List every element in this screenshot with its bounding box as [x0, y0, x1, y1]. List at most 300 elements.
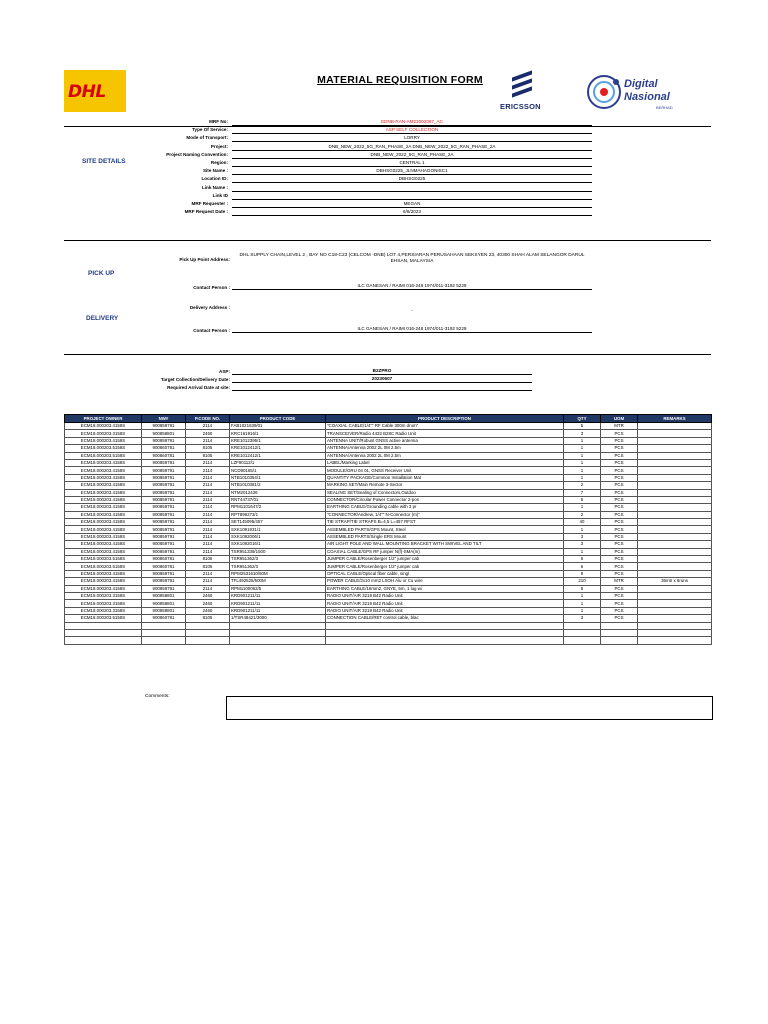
site-field-value: DBHSG0225: [232, 175, 592, 183]
table-cell: 3: [564, 615, 601, 622]
table-cell: ECM18.000203.4158S: [65, 489, 142, 496]
table-row: [65, 548, 712, 555]
table-cell: "COAXIAL CABLE/1/4"" RF Cable 300m drum": [326, 423, 564, 430]
table-cell: ECM18.000203.3158S: [65, 600, 142, 607]
table-cell: COAXIAL CABLE/GPS RF jumper N(f)-SMA(m): [326, 548, 564, 555]
table-cell: PCS: [601, 437, 638, 444]
table-cell: SXK1092006/1: [230, 533, 326, 540]
table-cell: ASSEMBLED PARTS/Single ERS Mount: [326, 533, 564, 540]
table-cell: 1: [564, 526, 601, 533]
table-cell: PCS: [601, 592, 638, 599]
table-cell: 40: [564, 519, 601, 526]
table-cell: [638, 592, 712, 599]
table-cell: PCS: [601, 504, 638, 511]
table-cell: ECM18.000203.3158S: [65, 607, 142, 614]
table-cell: 900859791: [142, 437, 186, 444]
table-cell: AIR LIGHT POLE AND WALL MOUNTING BRACKET WITH SWIVEL AND TILT: [326, 541, 564, 548]
table-cell: PCS: [601, 585, 638, 592]
table-cell: 9: [564, 570, 601, 577]
items-table: [64, 414, 712, 645]
table-cell: 2: [564, 511, 601, 518]
table-row: [65, 496, 712, 503]
table-cell: ECM18.000203.5158S: [65, 563, 142, 570]
table-cell: PCS: [601, 445, 638, 452]
table-row: [65, 533, 712, 540]
table-cell: 6: [564, 563, 601, 570]
table-cell: CONNECTION CABLE/RET control cable, blac: [326, 615, 564, 622]
table-cell: PCS: [601, 511, 638, 518]
site-field-label: Project Naming Convention:: [166, 151, 228, 157]
table-cell: PCS: [601, 556, 638, 563]
table-cell: 2114: [186, 585, 230, 592]
table-cell: [638, 622, 712, 629]
table-cell: ANTENNA/Antenna 2002 2L 0M 2.5m: [326, 452, 564, 459]
table-cell: 2114: [186, 504, 230, 511]
site-field-label: MRF Request Date :: [184, 209, 228, 215]
table-cell: PCS: [601, 430, 638, 437]
table-cell: JUMPER CABLE/Rosenberger 1/2" jumper cab: [326, 563, 564, 570]
table-cell: KRE1012412/1: [230, 445, 326, 452]
table-cell: PCS: [601, 541, 638, 548]
table-row: [65, 607, 712, 614]
site-field-label: Region:: [210, 160, 228, 165]
table-cell: MTR: [601, 423, 638, 430]
table-cell: 5: [564, 423, 601, 430]
table-cell: 2114: [186, 474, 230, 481]
column-header: PRODUCT CODE: [230, 415, 326, 423]
table-cell: 900859791: [142, 570, 186, 577]
table-cell: ECM18.000203.4158S: [65, 467, 142, 474]
table-cell: 2114: [186, 541, 230, 548]
site-field-label: Location ID:: [201, 176, 228, 182]
table-cell: ECM18.000203.5158S: [65, 452, 142, 459]
ericsson-logo-text: ERICSSON: [500, 102, 541, 111]
pickup-contact: ILC GANESAN / RAIMI 016-248 1974/011-3192 5229: [232, 282, 592, 290]
site-field-value: CENTRAL 1: [232, 159, 592, 167]
column-header: UOM: [601, 415, 638, 423]
table-cell: ECM18.000203.3158S: [65, 430, 142, 437]
table-cell: OPTICAL CABLE/Optical fiber cable, singl: [326, 570, 564, 577]
table-row: [65, 519, 712, 526]
table-cell: 900859791: [142, 423, 186, 430]
table-cell: [326, 622, 564, 629]
table-row: [65, 578, 712, 585]
table-cell: ECM18.000203.4158S: [65, 474, 142, 481]
table-row: [65, 445, 712, 452]
table-cell: ECM18.000203.4158S: [65, 496, 142, 503]
table-cell: [638, 570, 712, 577]
table-cell: SXK1092016/1: [230, 541, 326, 548]
table-cell: ASSEMBLED PARTS/GPS Mount, Steel: [326, 526, 564, 533]
table-cell: 8105: [186, 556, 230, 563]
site-field-value: DNB_NEW_2022_5G_RAN_PHASE_2A: [232, 151, 592, 159]
table-cell: RPM1100062/5: [230, 585, 326, 592]
pickup-contact-label: Contact Person :: [193, 285, 230, 290]
table-cell: 3: [564, 533, 601, 540]
table-cell: 2114: [186, 437, 230, 444]
table-cell: 900860781: [142, 452, 186, 459]
site-field-label: Link Name :: [201, 184, 228, 190]
delivery-address-label: Delivery Address :: [189, 305, 230, 310]
site-field-value: 6/6/2023: [232, 208, 592, 216]
site-field-label: Link ID: [212, 192, 228, 198]
site-field-value: MEGAN: [232, 200, 592, 208]
table-cell: 1: [564, 445, 601, 452]
comments-label: Comments:: [145, 694, 170, 699]
table-cell: 1: [564, 548, 601, 555]
table-cell: 3: [564, 430, 601, 437]
table-cell: 1/TSR48421/3000: [230, 615, 326, 622]
table-cell: KRD901211/11: [230, 600, 326, 607]
table-cell: [638, 556, 712, 563]
table-cell: 900859791: [142, 511, 186, 518]
table-cell: 2460: [186, 600, 230, 607]
site-field-label: Project:: [210, 143, 228, 149]
column-header: NW#: [142, 415, 186, 423]
target-date-label: Target Collection/Delivery Date:: [160, 377, 230, 382]
table-cell: [564, 629, 601, 636]
delivery-contact-label: Contact Person :: [193, 328, 230, 333]
table-cell: 900860781: [142, 445, 186, 452]
table-cell: 6: [564, 496, 601, 503]
table-cell: [186, 622, 230, 629]
table-cell: 900858801: [142, 600, 186, 607]
table-cell: [638, 548, 712, 555]
table-cell: TSR951339/1500: [230, 548, 326, 555]
table-cell: TIE STRAP/TIE STRAPS B=4,5 L=457 RFST: [326, 519, 564, 526]
table-cell: 900859791: [142, 533, 186, 540]
dn-logo-line2: Nasional: [624, 91, 670, 103]
table-cell: [638, 452, 712, 459]
table-cell: [638, 430, 712, 437]
table-cell: [601, 622, 638, 629]
pickup-label: PICK UP: [88, 270, 115, 277]
table-cell: [638, 437, 712, 444]
column-header: QTY: [564, 415, 601, 423]
table-cell: RADIO UNIT/AIR 3219 B42 Radio Unit: [326, 607, 564, 614]
divider: [64, 240, 711, 241]
table-cell: 2114: [186, 533, 230, 540]
table-cell: [638, 541, 712, 548]
table-cell: PCS: [601, 519, 638, 526]
table-cell: ECM18.000203.4158S: [65, 548, 142, 555]
table-cell: QUANTITY PACKAGE/Common Installation Mat: [326, 474, 564, 481]
table-cell: 8105: [186, 615, 230, 622]
table-cell: RADIO UNIT/AIR 3219 B42 Radio Unit: [326, 592, 564, 599]
table-cell: 900858801: [142, 430, 186, 437]
table-cell: FAB1021639/01: [230, 423, 326, 430]
table-cell: NTB1010354/1: [230, 474, 326, 481]
table-cell: PCS: [601, 459, 638, 466]
target-date-value: 20230607: [232, 375, 532, 383]
table-cell: ECM18.000203.4158S: [65, 570, 142, 577]
column-header: REMARKS: [638, 415, 712, 423]
table-cell: ECM18.000203.4158S: [65, 459, 142, 466]
table-cell: [230, 637, 326, 644]
table-cell: MARKING SET/Main Remote 3-Sector: [326, 482, 564, 489]
comments-field[interactable]: [226, 696, 713, 720]
table-cell: PCS: [601, 615, 638, 622]
table-cell: PCS: [601, 474, 638, 481]
table-cell: [638, 629, 712, 636]
dn-logo-line1: Digital: [624, 78, 658, 90]
table-cell: RNT44737/01: [230, 496, 326, 503]
table-cell: [186, 629, 230, 636]
table-cell: NTB1010381/2: [230, 482, 326, 489]
dn-logo-line3: BERHAD: [656, 105, 673, 110]
table-cell: 1: [564, 592, 601, 599]
table-row: [65, 430, 712, 437]
site-field-label: Mode of Transport:: [186, 135, 228, 141]
table-cell: 1: [564, 452, 601, 459]
table-cell: [638, 445, 712, 452]
table-cell: 900858801: [142, 592, 186, 599]
table-cell: 1: [564, 504, 601, 511]
table-cell: 2460: [186, 592, 230, 599]
table-row: [65, 526, 712, 533]
table-cell: 1: [564, 467, 601, 474]
site-field-label: Type Of Service:: [192, 127, 228, 133]
table-cell: 2460: [186, 430, 230, 437]
table-cell: JUMPER CABLE/Rosenberger 1/2" jumper cab: [326, 556, 564, 563]
table-cell: PCS: [601, 548, 638, 555]
table-cell: KRC161916/1: [230, 430, 326, 437]
table-cell: [230, 629, 326, 636]
divider: [64, 354, 711, 355]
table-cell: ECM18.000203.4158S: [65, 437, 142, 444]
table-row: [65, 556, 712, 563]
table-cell: 900859791: [142, 578, 186, 585]
table-row: [65, 482, 712, 489]
table-cell: [638, 600, 712, 607]
table-cell: [326, 629, 564, 636]
table-cell: ANTENNA UNIT/Robust GNSS active antenna: [326, 437, 564, 444]
table-cell: 2114: [186, 519, 230, 526]
table-cell: [638, 526, 712, 533]
table-cell: "CONNECTOR/Andrew, 1/4"" N-Connector (m)": [326, 511, 564, 518]
pickup-address-label: Pick Up Point Address:: [179, 257, 230, 262]
site-field-value: DBHSG0225_JLNMAHAGONISC1: [232, 167, 592, 175]
table-cell: [564, 637, 601, 644]
table-cell: 6: [564, 585, 601, 592]
table-cell: ECM18.000203.4158S: [65, 482, 142, 489]
site-field-value: [232, 184, 592, 192]
table-cell: PCS: [601, 452, 638, 459]
site-field-value: EDNB-RAN-AM23002087_AC: [232, 118, 592, 126]
form-title: MATERIAL REQUISITION FORM: [317, 74, 483, 86]
table-cell: 210: [564, 578, 601, 585]
table-cell: [142, 637, 186, 644]
table-cell: [638, 459, 712, 466]
table-cell: SET145095/457: [230, 519, 326, 526]
table-cell: [638, 504, 712, 511]
table-cell: [65, 622, 142, 629]
table-cell: 900859791: [142, 459, 186, 466]
column-header: P.CODE NO.: [186, 415, 230, 423]
table-cell: 8105: [186, 445, 230, 452]
site-field-label: MRF No:: [209, 119, 228, 124]
table-cell: ECM18.000203.4158S: [65, 519, 142, 526]
table-cell: 8105: [186, 452, 230, 459]
column-header: PRODUCT DESCRIPTION: [326, 415, 564, 423]
table-cell: NCD90165/1: [230, 467, 326, 474]
table-cell: LABEL/Marking Label: [326, 459, 564, 466]
table-cell: [65, 637, 142, 644]
column-header: PROJECT OWNER: [65, 415, 142, 423]
table-cell: ECM18.000203.4158S: [65, 533, 142, 540]
asp-value: B2ZPRO: [232, 367, 532, 375]
table-cell: [638, 533, 712, 540]
table-cell: PCS: [601, 607, 638, 614]
table-cell: PCS: [601, 563, 638, 570]
asp-label: ASP:: [219, 369, 230, 374]
site-field-value: [232, 192, 592, 200]
table-cell: [638, 519, 712, 526]
arrival-date-label: Required Arrival Date at site:: [167, 385, 230, 390]
delivery-label: DELIVERY: [86, 315, 119, 322]
table-cell: 2460: [186, 607, 230, 614]
digital-nasional-logo: [586, 72, 716, 112]
table-cell: NTM2012426: [230, 489, 326, 496]
table-row: [65, 592, 712, 599]
table-cell: 900859791: [142, 504, 186, 511]
site-details-label: SITE DETAILS: [82, 158, 126, 165]
table-cell: [601, 629, 638, 636]
table-cell: PCS: [601, 467, 638, 474]
table-cell: KRE1012412/1: [230, 452, 326, 459]
table-cell: 900859791: [142, 519, 186, 526]
table-cell: ECM18.000203.4158S: [65, 504, 142, 511]
table-cell: 900860781: [142, 556, 186, 563]
table-cell: 2114: [186, 570, 230, 577]
table-cell: [638, 489, 712, 496]
table-cell: CONNECTOR/Circular Power Connector 2-pos: [326, 496, 564, 503]
table-cell: KRD901211/11: [230, 592, 326, 599]
table-cell: PCS: [601, 570, 638, 577]
ericsson-logo: [500, 68, 540, 118]
table-cell: ECM18.000203.5158S: [65, 445, 142, 452]
site-field-label: Site Name :: [202, 168, 228, 174]
table-row: [65, 541, 712, 548]
table-row: [65, 511, 712, 518]
arrival-date-value: [232, 383, 532, 391]
table-cell: 900859791: [142, 467, 186, 474]
table-row: [65, 504, 712, 511]
table-cell: 900859791: [142, 548, 186, 555]
table-cell: ECM18.000203.4158S: [65, 541, 142, 548]
table-cell: 1: [564, 600, 601, 607]
dhl-logo: [64, 70, 126, 112]
table-cell: 1: [564, 474, 601, 481]
table-cell: [142, 622, 186, 629]
table-cell: 1: [564, 459, 601, 466]
table-cell: TFL492525/500M: [230, 578, 326, 585]
table-cell: RPM2531610/50M: [230, 570, 326, 577]
table-cell: ECM18.000203.5158S: [65, 615, 142, 622]
table-cell: [638, 563, 712, 570]
table-cell: 900858801: [142, 607, 186, 614]
table-cell: KRE1012395/1: [230, 437, 326, 444]
table-cell: [638, 482, 712, 489]
table-cell: 1: [564, 607, 601, 614]
table-cell: ECM18.000203.4158S: [65, 526, 142, 533]
table-cell: TRANSCEIVER/Radio 4432 B28C Radio Unit: [326, 430, 564, 437]
table-cell: 2114: [186, 496, 230, 503]
table-cell: 900860781: [142, 615, 186, 622]
table-cell: LZF90112/1: [230, 459, 326, 466]
table-cell: TSR951362/3: [230, 563, 326, 570]
table-cell: 2114: [186, 526, 230, 533]
table-row: [65, 637, 712, 644]
table-cell: 2114: [186, 489, 230, 496]
table-cell: 2114: [186, 423, 230, 430]
table-cell: 2114: [186, 482, 230, 489]
table-cell: 900859791: [142, 526, 186, 533]
table-cell: 6: [564, 556, 601, 563]
table-cell: PCS: [601, 496, 638, 503]
table-cell: ECM18.000203.4158S: [65, 578, 142, 585]
table-cell: [142, 629, 186, 636]
table-cell: [638, 637, 712, 644]
table-cell: 2114: [186, 511, 230, 518]
table-cell: 1: [564, 437, 601, 444]
table-cell: [638, 467, 712, 474]
table-cell: [65, 629, 142, 636]
dhl-logo-text: DHL: [68, 82, 106, 102]
table-cell: [638, 496, 712, 503]
table-cell: RPT899273/1: [230, 511, 326, 518]
table-cell: PCS: [601, 489, 638, 496]
table-cell: RADIO UNIT/AIR 3219 B42 Radio Unit: [326, 600, 564, 607]
table-row: [65, 467, 712, 474]
digital-nasional-mark-icon: [586, 74, 622, 110]
table-cell: [638, 585, 712, 592]
table-cell: [638, 511, 712, 518]
table-cell: ECM18.000203.4158S: [65, 511, 142, 518]
table-cell: ECM18.000203.5158S: [65, 556, 142, 563]
table-cell: 900859791: [142, 541, 186, 548]
table-row: [65, 489, 712, 496]
table-cell: 900859791: [142, 474, 186, 481]
table-cell: 2114: [186, 467, 230, 474]
table-cell: MODULE/GRU 04 01, GNSS Receiver Unit: [326, 467, 564, 474]
table-row: [65, 600, 712, 607]
table-cell: 900859791: [142, 482, 186, 489]
table-cell: 2: [564, 482, 601, 489]
table-cell: [638, 474, 712, 481]
table-cell: 2114: [186, 578, 230, 585]
table-cell: [638, 423, 712, 430]
table-cell: 8105: [186, 563, 230, 570]
table-row: [65, 615, 712, 622]
table-cell: 35mtr x 6runs: [638, 578, 712, 585]
table-header-row: [65, 415, 712, 423]
table-cell: ECM18.000203.4158S: [65, 423, 142, 430]
table-cell: PCS: [601, 533, 638, 540]
table-row: [65, 437, 712, 444]
site-field-value: LORRY: [232, 134, 592, 142]
table-cell: TSR951362/3: [230, 556, 326, 563]
site-field-value: DNB_NEW_2022_5G_RAN_PHASE_2A DNB_NEW_2022_5G_RAN_PHASE_2A: [232, 143, 592, 151]
delivery-contact: ILC GANESAN / RAIMI 016-248 1974/011-3192 5229: [232, 325, 592, 333]
table-cell: 3: [564, 541, 601, 548]
table-cell: PCS: [601, 600, 638, 607]
site-field-value: ASP SELF COLLECTION: [232, 126, 592, 134]
table-cell: PCS: [601, 526, 638, 533]
table-cell: ECM18.000203.4158S: [65, 585, 142, 592]
table-cell: SXK1091931/1: [230, 526, 326, 533]
pickup-address: DHL SUPPLY CHAIN,LEVEL 2 , BAY NO C18-C23 (CELCOM -DNB) LOT 4,PERSIARAN PERUSAHAAN SEKSYEN 23, 40300 SHAH ALAM SELANGOR DARUL EHSAN, MALAYSIA: [239, 253, 585, 264]
